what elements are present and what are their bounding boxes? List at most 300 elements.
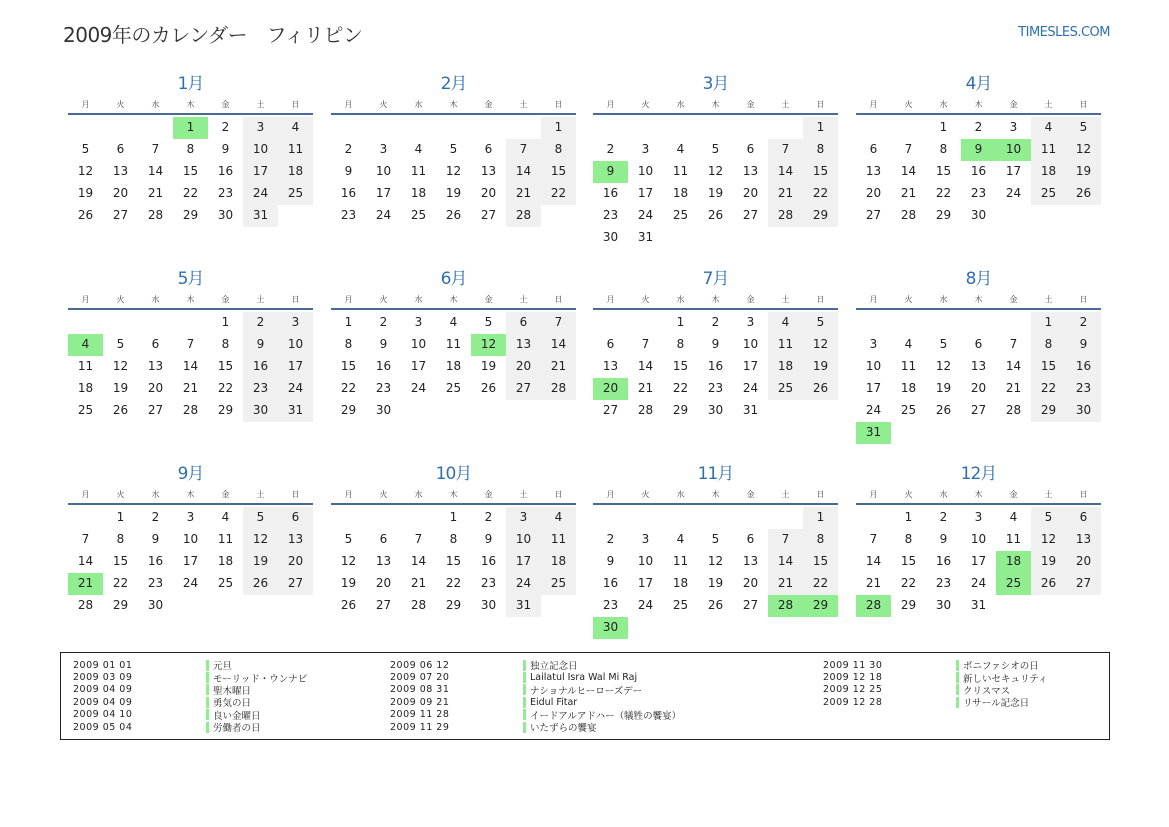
day-cell[interactable]: 20 <box>1066 551 1101 573</box>
day-cell[interactable]: 2 <box>221 120 230 134</box>
day-cell[interactable]: 16 <box>375 359 392 373</box>
day-cell[interactable]: 20 <box>147 381 164 395</box>
day-cell[interactable]: 30 <box>707 403 724 417</box>
day-cell[interactable]: 26 <box>340 598 357 612</box>
day-cell[interactable]: 18 <box>672 576 689 590</box>
day-cell[interactable]: 26 <box>1066 183 1101 205</box>
day-cell[interactable]: 31 <box>637 230 654 244</box>
day-cell[interactable]: 23 <box>970 186 987 200</box>
day-cell[interactable]: 16 <box>602 186 619 200</box>
day-cell[interactable]: 23 <box>217 186 234 200</box>
day-cell[interactable]: 16 <box>970 164 987 178</box>
day-cell[interactable]: 8 <box>116 532 125 546</box>
day-cell[interactable]: 16 <box>707 359 724 373</box>
day-cell[interactable]: 6 <box>379 532 388 546</box>
day-cell[interactable]: 22 <box>900 576 917 590</box>
day-cell[interactable]: 5 <box>116 337 125 351</box>
day-cell[interactable]: 2 <box>484 510 493 524</box>
day-cell[interactable]: 26 <box>480 381 497 395</box>
day-cell[interactable]: 13 <box>970 359 987 373</box>
day-cell[interactable]: 25 <box>217 576 234 590</box>
day-cell[interactable]: 5 <box>81 142 90 156</box>
day-cell[interactable]: 30 <box>243 400 278 422</box>
holiday-day-cell[interactable]: 9 <box>961 139 996 161</box>
day-cell[interactable]: 4 <box>676 532 685 546</box>
day-cell[interactable]: 18 <box>77 381 94 395</box>
day-cell[interactable]: 8 <box>541 139 576 161</box>
day-cell[interactable]: 27 <box>742 208 759 222</box>
day-cell[interactable]: 24 <box>637 208 654 222</box>
day-cell[interactable]: 31 <box>243 205 278 227</box>
day-cell[interactable]: 18 <box>410 186 427 200</box>
day-cell[interactable]: 12 <box>1031 529 1066 551</box>
day-cell[interactable]: 11 <box>410 164 427 178</box>
day-cell[interactable]: 15 <box>217 359 234 373</box>
day-cell[interactable]: 21 <box>541 356 576 378</box>
day-cell[interactable]: 26 <box>803 378 838 400</box>
day-cell[interactable]: 30 <box>935 598 952 612</box>
day-cell[interactable]: 7 <box>186 337 195 351</box>
day-cell[interactable]: 14 <box>77 554 94 568</box>
day-cell[interactable]: 25 <box>541 573 576 595</box>
day-cell[interactable]: 17 <box>637 186 654 200</box>
day-cell[interactable]: 30 <box>375 403 392 417</box>
day-cell[interactable]: 20 <box>278 551 313 573</box>
day-cell[interactable]: 21 <box>506 183 541 205</box>
day-cell[interactable]: 19 <box>243 551 278 573</box>
holiday-day-cell[interactable]: 1 <box>173 117 208 139</box>
day-cell[interactable]: 16 <box>243 356 278 378</box>
day-cell[interactable]: 11 <box>278 139 313 161</box>
day-cell[interactable]: 29 <box>1031 400 1066 422</box>
day-cell[interactable]: 15 <box>803 551 838 573</box>
day-cell[interactable]: 20 <box>865 186 882 200</box>
day-cell[interactable]: 13 <box>602 359 619 373</box>
day-cell[interactable]: 31 <box>278 400 313 422</box>
day-cell[interactable]: 19 <box>445 186 462 200</box>
day-cell[interactable]: 27 <box>112 208 129 222</box>
day-cell[interactable]: 29 <box>340 403 357 417</box>
day-cell[interactable]: 14 <box>768 551 803 573</box>
day-cell[interactable]: 9 <box>606 554 615 568</box>
day-cell[interactable]: 7 <box>541 312 576 334</box>
day-cell[interactable]: 21 <box>147 186 164 200</box>
day-cell[interactable]: 4 <box>541 507 576 529</box>
day-cell[interactable]: 17 <box>742 359 759 373</box>
day-cell[interactable]: 9 <box>344 164 353 178</box>
day-cell[interactable]: 14 <box>182 359 199 373</box>
day-cell[interactable]: 2 <box>243 312 278 334</box>
day-cell[interactable]: 14 <box>147 164 164 178</box>
day-cell[interactable]: 1 <box>803 117 838 139</box>
day-cell[interactable]: 23 <box>602 598 619 612</box>
day-cell[interactable]: 20 <box>506 356 541 378</box>
day-cell[interactable]: 19 <box>1031 551 1066 573</box>
day-cell[interactable]: 8 <box>449 532 458 546</box>
day-cell[interactable]: 20 <box>742 576 759 590</box>
day-cell[interactable]: 21 <box>637 381 654 395</box>
day-cell[interactable]: 11 <box>672 554 689 568</box>
day-cell[interactable]: 18 <box>768 356 803 378</box>
day-cell[interactable]: 9 <box>939 532 948 546</box>
day-cell[interactable]: 12 <box>340 554 357 568</box>
day-cell[interactable]: 1 <box>344 315 353 329</box>
day-cell[interactable]: 4 <box>449 315 458 329</box>
day-cell[interactable]: 6 <box>746 142 755 156</box>
day-cell[interactable]: 5 <box>711 532 720 546</box>
day-cell[interactable]: 16 <box>935 554 952 568</box>
day-cell[interactable]: 30 <box>147 598 164 612</box>
day-cell[interactable]: 24 <box>243 183 278 205</box>
day-cell[interactable]: 2 <box>974 120 983 134</box>
day-cell[interactable]: 17 <box>375 186 392 200</box>
day-cell[interactable]: 23 <box>375 381 392 395</box>
day-cell[interactable]: 11 <box>1031 139 1066 161</box>
day-cell[interactable]: 3 <box>278 312 313 334</box>
holiday-day-cell[interactable]: 29 <box>803 595 838 617</box>
day-cell[interactable]: 27 <box>970 403 987 417</box>
day-cell[interactable]: 3 <box>974 510 983 524</box>
day-cell[interactable]: 31 <box>742 403 759 417</box>
day-cell[interactable]: 1 <box>221 315 230 329</box>
day-cell[interactable]: 30 <box>602 230 619 244</box>
day-cell[interactable]: 4 <box>904 337 913 351</box>
day-cell[interactable]: 30 <box>217 208 234 222</box>
day-cell[interactable]: 8 <box>1031 334 1066 356</box>
day-cell[interactable]: 7 <box>904 142 913 156</box>
day-cell[interactable]: 2 <box>151 510 160 524</box>
day-cell[interactable]: 15 <box>445 554 462 568</box>
day-cell[interactable]: 29 <box>112 598 129 612</box>
day-cell[interactable]: 23 <box>935 576 952 590</box>
day-cell[interactable]: 11 <box>1005 532 1022 546</box>
day-cell[interactable]: 21 <box>410 576 427 590</box>
day-cell[interactable]: 6 <box>869 142 878 156</box>
day-cell[interactable]: 10 <box>243 139 278 161</box>
day-cell[interactable]: 27 <box>375 598 392 612</box>
day-cell[interactable]: 7 <box>506 139 541 161</box>
day-cell[interactable]: 8 <box>803 529 838 551</box>
day-cell[interactable]: 3 <box>641 532 650 546</box>
day-cell[interactable]: 17 <box>506 551 541 573</box>
day-cell[interactable]: 4 <box>1009 510 1018 524</box>
day-cell[interactable]: 2 <box>711 315 720 329</box>
day-cell[interactable]: 24 <box>742 381 759 395</box>
day-cell[interactable]: 24 <box>970 576 987 590</box>
day-cell[interactable]: 8 <box>186 142 195 156</box>
day-cell[interactable]: 28 <box>637 403 654 417</box>
day-cell[interactable]: 13 <box>742 164 759 178</box>
day-cell[interactable]: 24 <box>637 598 654 612</box>
day-cell[interactable]: 29 <box>803 205 838 227</box>
day-cell[interactable]: 25 <box>1031 183 1066 205</box>
day-cell[interactable]: 14 <box>506 161 541 183</box>
day-cell[interactable]: 13 <box>742 554 759 568</box>
day-cell[interactable]: 7 <box>641 337 650 351</box>
holiday-day-cell[interactable]: 20 <box>593 378 628 400</box>
day-cell[interactable]: 13 <box>147 359 164 373</box>
day-cell[interactable]: 4 <box>1031 117 1066 139</box>
day-cell[interactable]: 2 <box>379 315 388 329</box>
day-cell[interactable]: 23 <box>147 576 164 590</box>
day-cell[interactable]: 8 <box>344 337 353 351</box>
day-cell[interactable]: 19 <box>480 359 497 373</box>
day-cell[interactable]: 13 <box>112 164 129 178</box>
day-cell[interactable]: 16 <box>340 186 357 200</box>
day-cell[interactable]: 14 <box>1005 359 1022 373</box>
day-cell[interactable]: 7 <box>1009 337 1018 351</box>
day-cell[interactable]: 27 <box>865 208 882 222</box>
day-cell[interactable]: 3 <box>379 142 388 156</box>
day-cell[interactable]: 29 <box>935 208 952 222</box>
day-cell[interactable]: 10 <box>970 532 987 546</box>
day-cell[interactable]: 5 <box>344 532 353 546</box>
day-cell[interactable]: 8 <box>904 532 913 546</box>
day-cell[interactable]: 25 <box>77 403 94 417</box>
day-cell[interactable]: 11 <box>217 532 234 546</box>
day-cell[interactable]: 6 <box>278 507 313 529</box>
day-cell[interactable]: 9 <box>243 334 278 356</box>
day-cell[interactable]: 28 <box>900 208 917 222</box>
day-cell[interactable]: 22 <box>182 186 199 200</box>
day-cell[interactable]: 22 <box>672 381 689 395</box>
day-cell[interactable]: 27 <box>480 208 497 222</box>
day-cell[interactable]: 26 <box>707 208 724 222</box>
day-cell[interactable]: 23 <box>707 381 724 395</box>
day-cell[interactable]: 19 <box>707 576 724 590</box>
day-cell[interactable]: 12 <box>707 554 724 568</box>
day-cell[interactable]: 28 <box>506 205 541 227</box>
day-cell[interactable]: 13 <box>1066 529 1101 551</box>
day-cell[interactable]: 24 <box>865 403 882 417</box>
day-cell[interactable]: 16 <box>1066 356 1101 378</box>
day-cell[interactable]: 27 <box>278 573 313 595</box>
day-cell[interactable]: 30 <box>970 208 987 222</box>
day-cell[interactable]: 13 <box>480 164 497 178</box>
day-cell[interactable]: 11 <box>900 359 917 373</box>
day-cell[interactable]: 17 <box>865 381 882 395</box>
day-cell[interactable]: 23 <box>340 208 357 222</box>
day-cell[interactable]: 5 <box>939 337 948 351</box>
day-cell[interactable]: 5 <box>711 142 720 156</box>
day-cell[interactable]: 28 <box>410 598 427 612</box>
day-cell[interactable]: 1 <box>449 510 458 524</box>
day-cell[interactable]: 18 <box>541 551 576 573</box>
day-cell[interactable]: 22 <box>803 183 838 205</box>
day-cell[interactable]: 12 <box>77 164 94 178</box>
day-cell[interactable]: 26 <box>77 208 94 222</box>
day-cell[interactable]: 22 <box>1031 378 1066 400</box>
day-cell[interactable]: 24 <box>182 576 199 590</box>
day-cell[interactable]: 3 <box>869 337 878 351</box>
day-cell[interactable]: 9 <box>221 142 230 156</box>
site-name[interactable]: TIMESLES.COM <box>1018 25 1110 40</box>
day-cell[interactable]: 10 <box>410 337 427 351</box>
day-cell[interactable]: 3 <box>506 507 541 529</box>
day-cell[interactable]: 27 <box>742 598 759 612</box>
day-cell[interactable]: 14 <box>768 161 803 183</box>
day-cell[interactable]: 2 <box>606 142 615 156</box>
day-cell[interactable]: 9 <box>711 337 720 351</box>
holiday-day-cell[interactable]: 25 <box>996 573 1031 595</box>
day-cell[interactable]: 5 <box>449 142 458 156</box>
day-cell[interactable]: 24 <box>410 381 427 395</box>
day-cell[interactable]: 19 <box>935 381 952 395</box>
day-cell[interactable]: 28 <box>768 205 803 227</box>
day-cell[interactable]: 10 <box>742 337 759 351</box>
day-cell[interactable]: 1 <box>676 315 685 329</box>
day-cell[interactable]: 6 <box>484 142 493 156</box>
day-cell[interactable]: 25 <box>900 403 917 417</box>
day-cell[interactable]: 11 <box>77 359 94 373</box>
holiday-day-cell[interactable]: 21 <box>68 573 103 595</box>
day-cell[interactable]: 21 <box>900 186 917 200</box>
day-cell[interactable]: 24 <box>375 208 392 222</box>
day-cell[interactable]: 26 <box>112 403 129 417</box>
day-cell[interactable]: 2 <box>344 142 353 156</box>
day-cell[interactable]: 24 <box>1005 186 1022 200</box>
holiday-day-cell[interactable]: 4 <box>68 334 103 356</box>
day-cell[interactable]: 5 <box>243 507 278 529</box>
day-cell[interactable]: 26 <box>445 208 462 222</box>
day-cell[interactable]: 6 <box>746 532 755 546</box>
day-cell[interactable]: 22 <box>112 576 129 590</box>
day-cell[interactable]: 10 <box>865 359 882 373</box>
day-cell[interactable]: 2 <box>606 532 615 546</box>
holiday-day-cell[interactable]: 31 <box>856 422 891 444</box>
day-cell[interactable]: 1 <box>939 120 948 134</box>
holiday-day-cell[interactable]: 10 <box>996 139 1031 161</box>
day-cell[interactable]: 22 <box>217 381 234 395</box>
day-cell[interactable]: 28 <box>1005 403 1022 417</box>
holiday-day-cell[interactable]: 28 <box>768 595 803 617</box>
day-cell[interactable]: 28 <box>77 598 94 612</box>
day-cell[interactable]: 15 <box>182 164 199 178</box>
day-cell[interactable]: 21 <box>768 183 803 205</box>
day-cell[interactable]: 28 <box>182 403 199 417</box>
day-cell[interactable]: 17 <box>278 356 313 378</box>
day-cell[interactable]: 6 <box>116 142 125 156</box>
day-cell[interactable]: 21 <box>768 573 803 595</box>
holiday-day-cell[interactable]: 12 <box>471 334 506 356</box>
day-cell[interactable]: 17 <box>410 359 427 373</box>
day-cell[interactable]: 17 <box>637 576 654 590</box>
day-cell[interactable]: 18 <box>1031 161 1066 183</box>
day-cell[interactable]: 10 <box>278 334 313 356</box>
day-cell[interactable]: 10 <box>506 529 541 551</box>
day-cell[interactable]: 25 <box>410 208 427 222</box>
day-cell[interactable]: 7 <box>768 139 803 161</box>
holiday-day-cell[interactable]: 18 <box>996 551 1031 573</box>
day-cell[interactable]: 18 <box>900 381 917 395</box>
day-cell[interactable]: 11 <box>445 337 462 351</box>
day-cell[interactable]: 23 <box>243 378 278 400</box>
day-cell[interactable]: 16 <box>217 164 234 178</box>
day-cell[interactable]: 6 <box>151 337 160 351</box>
day-cell[interactable]: 19 <box>77 186 94 200</box>
day-cell[interactable]: 15 <box>112 554 129 568</box>
day-cell[interactable]: 29 <box>672 403 689 417</box>
day-cell[interactable]: 31 <box>506 595 541 617</box>
day-cell[interactable]: 20 <box>742 186 759 200</box>
day-cell[interactable]: 22 <box>445 576 462 590</box>
day-cell[interactable]: 30 <box>1066 400 1101 422</box>
day-cell[interactable]: 6 <box>506 312 541 334</box>
day-cell[interactable]: 20 <box>112 186 129 200</box>
day-cell[interactable]: 1 <box>803 507 838 529</box>
day-cell[interactable]: 9 <box>151 532 160 546</box>
day-cell[interactable]: 9 <box>1066 334 1101 356</box>
day-cell[interactable]: 27 <box>602 403 619 417</box>
day-cell[interactable]: 14 <box>541 334 576 356</box>
holiday-day-cell[interactable]: 28 <box>856 595 891 617</box>
day-cell[interactable]: 22 <box>803 573 838 595</box>
day-cell[interactable]: 25 <box>445 381 462 395</box>
day-cell[interactable]: 2 <box>1066 312 1101 334</box>
day-cell[interactable]: 11 <box>672 164 689 178</box>
day-cell[interactable]: 8 <box>221 337 230 351</box>
day-cell[interactable]: 4 <box>676 142 685 156</box>
day-cell[interactable]: 18 <box>278 161 313 183</box>
day-cell[interactable]: 13 <box>375 554 392 568</box>
day-cell[interactable]: 25 <box>278 183 313 205</box>
day-cell[interactable]: 25 <box>768 378 803 400</box>
day-cell[interactable]: 8 <box>939 142 948 156</box>
day-cell[interactable]: 12 <box>935 359 952 373</box>
day-cell[interactable]: 16 <box>147 554 164 568</box>
day-cell[interactable]: 6 <box>974 337 983 351</box>
day-cell[interactable]: 1 <box>904 510 913 524</box>
day-cell[interactable]: 7 <box>869 532 878 546</box>
day-cell[interactable]: 25 <box>672 598 689 612</box>
day-cell[interactable]: 1 <box>541 117 576 139</box>
day-cell[interactable]: 17 <box>1005 164 1022 178</box>
day-cell[interactable]: 22 <box>541 183 576 205</box>
day-cell[interactable]: 26 <box>935 403 952 417</box>
day-cell[interactable]: 15 <box>900 554 917 568</box>
day-cell[interactable]: 3 <box>414 315 423 329</box>
day-cell[interactable]: 10 <box>375 164 392 178</box>
day-cell[interactable]: 12 <box>243 529 278 551</box>
day-cell[interactable]: 28 <box>541 378 576 400</box>
day-cell[interactable]: 27 <box>1066 573 1101 595</box>
day-cell[interactable]: 3 <box>186 510 195 524</box>
day-cell[interactable]: 10 <box>637 554 654 568</box>
day-cell[interactable]: 20 <box>375 576 392 590</box>
day-cell[interactable]: 7 <box>151 142 160 156</box>
day-cell[interactable]: 12 <box>445 164 462 178</box>
day-cell[interactable]: 19 <box>340 576 357 590</box>
day-cell[interactable]: 3 <box>746 315 755 329</box>
day-cell[interactable]: 7 <box>81 532 90 546</box>
day-cell[interactable]: 16 <box>480 554 497 568</box>
day-cell[interactable]: 26 <box>707 598 724 612</box>
day-cell[interactable]: 9 <box>379 337 388 351</box>
day-cell[interactable]: 18 <box>672 186 689 200</box>
day-cell[interactable]: 19 <box>112 381 129 395</box>
day-cell[interactable]: 9 <box>484 532 493 546</box>
day-cell[interactable]: 15 <box>1031 356 1066 378</box>
day-cell[interactable]: 5 <box>803 312 838 334</box>
day-cell[interactable]: 18 <box>217 554 234 568</box>
day-cell[interactable]: 31 <box>970 598 987 612</box>
day-cell[interactable]: 27 <box>506 378 541 400</box>
day-cell[interactable]: 12 <box>803 334 838 356</box>
day-cell[interactable]: 17 <box>243 161 278 183</box>
day-cell[interactable]: 17 <box>182 554 199 568</box>
day-cell[interactable]: 28 <box>147 208 164 222</box>
day-cell[interactable]: 3 <box>1009 120 1018 134</box>
